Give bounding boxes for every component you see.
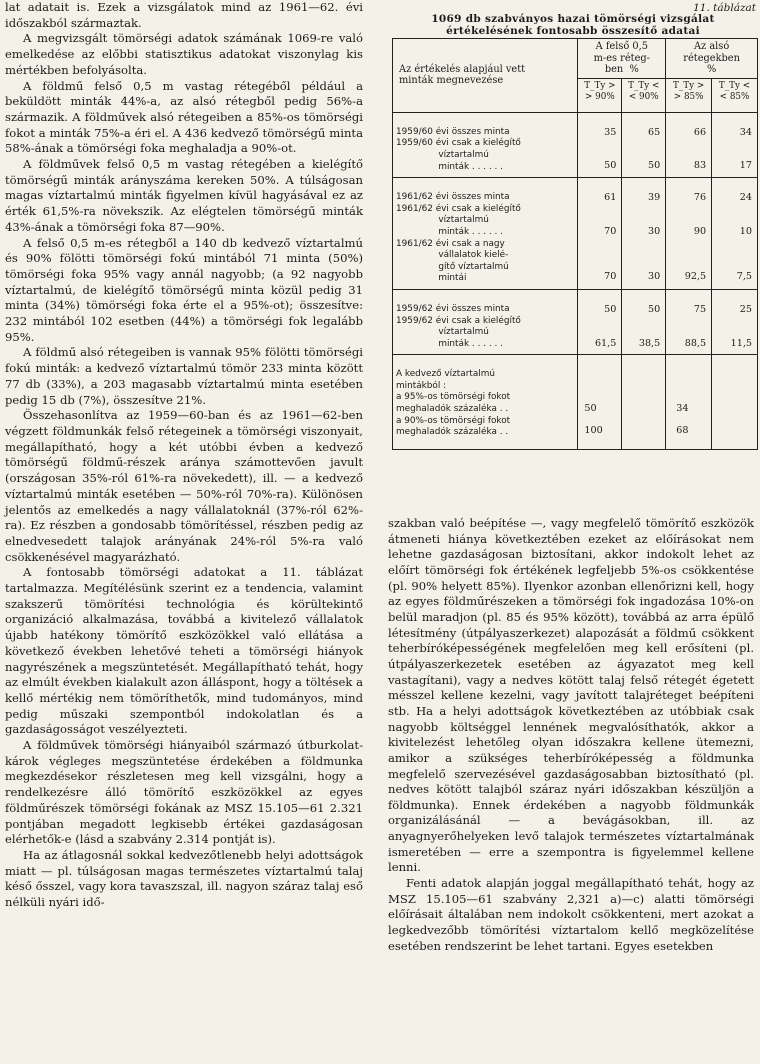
- table-cell: [622, 355, 666, 450]
- table-cell: 24 10 7,5: [712, 178, 758, 290]
- table-number: 11. táblázat: [693, 2, 756, 14]
- data-table: [392, 38, 758, 450]
- table-subheader: T_Ty > > 90%: [578, 78, 622, 112]
- table-cell: 39 30 30: [622, 178, 666, 290]
- table-cell: 50 100: [578, 355, 622, 450]
- paragraph: A földmű felső 0,5 m vastag rétegéből például a beküldött minták 44%-a, az alsó rétegből pedig 56%-a származik. A földművek alsó rétegeiben a 85%-os tömörségi fokot a minták 75%-a éri el. A 436 kedvező tömörségű minta 58%-ának a tömörségi foka meghaladja a 90%-ot.: [5, 78, 363, 156]
- paragraph: A felső 0,5 m-es rétegből a 140 db kedvező víztartalmú és 90% fölötti tömörségi fokú mintából 71 minta (50%) tömörségi foka 95% vagy annál nagyobb; (a 92 nagyobb víztartalmú, de kielégítő tömörségű minta közül pedig 31 minta (34%) tömörségi foka érte el a 95%-ot); összesítve: 232 mintából 102 esetben (44%) a tömörségi fok legalább 95%.: [5, 235, 363, 344]
- table-cell: 34 17: [712, 112, 758, 177]
- paragraph: A földművek tömörségi hiányaiból származó útburkolat-károk végleges megszüntetése érdekében a földmunka megkezdésekor részletesen meg kell vizsgálni, hogy a rendelkezésre álló tömörítő eszközökkel az egyes földműrészek tömörségi fokának az MSZ 15.105—61 2.321 pontjában megadott legkisebb értékei gazdaságosan elérhetők-e (lásd a szabvány 2.314 pontját is).: [5, 738, 363, 847]
- paragraph: Összehasonlítva az 1959—60-ban és az 1961—62-ben végzett földmunkák felső rétegeinek a tömörségi viszonyait, megállapítható, hogy a két utóbbi évben a kedvező tömörségű földmű-részek aránya számottevően javult (országosan 35%-ról 61%-ra növekedett), ill. — a kedvező víztartalmú minták esetében — 50%-ról 70%-ra). Különösen jelentős az emelkedés a nagy vállalatoknál (37%-ról 62%-ra). Ez részben a gondosabb tömörítéssel, részben pedig az elnedvesedett talajok arányának 24%-ról 5%-ra való csökkenésével magyarázható.: [5, 408, 363, 564]
- table-cell: 61 70 70: [578, 178, 622, 290]
- paragraph: lat adatait is. Ezek a vizsgálatok mind az 1961—62. évi időszakból származtak.: [5, 0, 363, 30]
- table-cell: 50 61,5: [578, 289, 622, 354]
- paragraph: A földmű alsó rétegeiben is vannak 95% fölötti tömörségi fokú minták: a kedvező víztartalmú tömör 233 minta között 77 db (33%), a 203 magasabb víztartalmú minta esetében pedig 15 db (7%), összesítve 21%.: [5, 345, 363, 407]
- paragraph: szakban való beépítése —, vagy megfelelő tömörítő eszközök átmeneti hiánya következtében ezeket az előírásokat nem lehetne gazdaságosan biztosítani, akkor indokolt lehet az előírt tömörségi fok értékének legfeljebb 5%-os csökkentése (pl. 90% helyett 85%). Ilyenkor azonban ellenőrizni kell, hogy az egyes földműrészeken a tömörségi fok ingadozása 10%-on belül maradjon (pl. 85 és 95% között), továbbá az arra épülő létesítmény (útpályaszerkezet) alapozását a földmű csökkent teherbíróképességének megfelelően meg kell erősíteni (pl. útpályaszerkezetek esetében az ágyazatot meg kell vastagítani), vagy a nedves kötött talaj felső rétegét égetett mésszel kellene kezelni, vagy javított talajréteget beépíteni stb. Ha a helyi adottságok következtében az utóbbiak csak nagyobb költséggel lennének megvalósíthatók, akkor a kivitelezést lehetőleg olyan időszakra kellene ütemezni, amikor a szükséges teherbíróképesség a földmunka megfelelő szervezésével gazdaságosabban biztosítható (pl. nedves kötött talajból száraz nyári időszakban készüljön a földmunka). Ennek érdekében a nagyobb földmunkák organizálásánál — a bevágásokban, ill. az anyagnyerőhelyeken levő talajok természetes víztartalmának ismeretében — erre a szempontra is figyelemmel kellene lenni.: [388, 516, 754, 875]
- table-header-upper: A felső 0,5 m-es réteg- ben %: [578, 39, 666, 79]
- table-cell: 34 68: [666, 355, 712, 450]
- paragraph: Ha az átlagosnál sokkal kedvezőtlenebb helyi adottságok miatt — pl. túlságosan magas természetes víztartalmú talaj késő ősszel, vagy kora tavaszszal, ill. nagyon száraz talaj eső nélküli nyári idő-: [5, 847, 363, 910]
- paragraph: A földművek felső 0,5 m vastag rétegében a kielégítő tömörségű minták arányszáma kereken 50%. A túlságosan magas víztartalmú minták figyelmen kívül hagyásával ez az érték 61,5%-ra növekszik. Az elégtelen tömörségű minták 43%-ának a tömörségi foka 87—90%.: [5, 157, 363, 234]
- table-subheader: T_Ty < < 90%: [622, 78, 666, 112]
- right-column: [388, 516, 754, 954]
- table-cell: 76 90 92,5: [666, 178, 712, 290]
- table-cell: 75 88,5: [666, 289, 712, 354]
- table-cell: [712, 355, 758, 450]
- table-header-label: Az értékelés alapjául vett minták megnevezése: [393, 39, 578, 113]
- paragraph: Fenti adatok alapján joggal megállapítható tehát, hogy az MSZ 15.105—61 szabvány 2,321 a)—c) alatti tömörségi előírásait általában nem indokolt csökkenteni, mert azokat a legkedvezőbb tömörítési víztartalom kellő megközelítése esetében rendszerint be lehet tartani. Egyes esetekben: [388, 876, 754, 953]
- table-cell: 35 50: [578, 112, 622, 177]
- table-row: [393, 178, 758, 290]
- table-row: [393, 289, 758, 354]
- table-row-label: 1961/62 évi összes minta 1961/62 évi csak a kielégítő víztartalmú minták . . . . . . 1961/62 évi csak a nagy vállalatok kielé- gítő víztartalmú mintái: [393, 178, 578, 290]
- table-header-lower: Az alsó rétegekben %: [666, 39, 758, 79]
- paragraph: A fontosabb tömörségi adatokat a 11. táblázat tartalmazza. Megítélésünk szerint ez a tendencia, valamint szakszerű tömörítési technológia és körültekintő organizáció alkalmazása, továbbá a kivitelező vállalatok újabb hatékony tömörítő eszközökkel való ellátása a következő években lehetővé teheti a tömörségi hiányok nagyrészének a megszüntetését. Megállapítható tehát, hogy az elmúlt években kialakult azon álláspont, hogy a töltések a kellő mértékig nem tömöríthetők, mind tudományos, mind pedig műszaki szempontból indokolatlan és a gazdaságosságot veszélyezteti.: [5, 565, 363, 737]
- paragraph: A megvizsgált tömörségi adatok számának 1069-re való emelkedése az előbbi statisztikus adatokat viszonylag kis mértékben befolyásolta.: [5, 31, 363, 77]
- table-subheader: T_Ty > > 85%: [666, 78, 712, 112]
- table-subheader: T_Ty < < 85%: [712, 78, 758, 112]
- table-cell: 66 83: [666, 112, 712, 177]
- table-title-line: értékelésének fontosabb összesítő adatai: [446, 25, 700, 37]
- table-row: [393, 112, 758, 177]
- left-column: [5, 0, 363, 911]
- table-row-label: 1959/60 évi összes minta 1959/60 évi csak a kielégítő víztartalmú minták . . . . . .: [393, 112, 578, 177]
- table-title-line: 1069 db szabványos hazai tömörségi vizsgálat: [431, 13, 715, 25]
- table-cell: 25 11,5: [712, 289, 758, 354]
- table-title: [392, 13, 754, 37]
- table-row-label: 1959/62 évi összes minta 1959/62 évi csak a kielégítő víztartalmú minták . . . . . .: [393, 289, 578, 354]
- table-cell: 50 38,5: [622, 289, 666, 354]
- table-row: [393, 355, 758, 450]
- table-cell: 65 50: [622, 112, 666, 177]
- table-row-label: A kedvező víztartalmú mintákból : a 95%-os tömörségi fokot meghaladók százaléka . . a 90%-os tömörségi fokot meghaladók százaléka . .: [393, 355, 578, 450]
